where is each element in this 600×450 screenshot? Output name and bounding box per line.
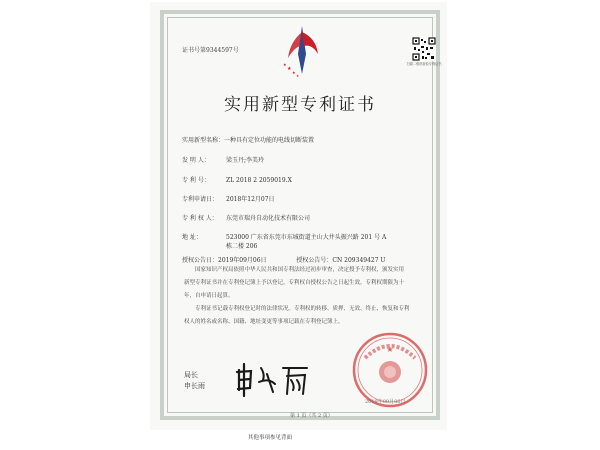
signatory-name-label: 申长雨: [184, 382, 205, 390]
field-application-date: [182, 194, 275, 203]
patent-office-logo-icon: [282, 24, 322, 78]
field-label: 专 利 权 人：: [182, 215, 218, 222]
legal-paragraph-2: [184, 303, 429, 329]
field-label: 发 明 人：: [182, 157, 210, 164]
signatory-label: 局长: [184, 371, 198, 379]
paragraph-line: 年，自申请日起算。: [184, 293, 234, 299]
field-value: 523000 广东省东莞市东城街道主山大井头振兴路 201 号 A: [226, 234, 387, 241]
field-address: [182, 232, 386, 241]
paragraph-line: 专利证书记载专利权登记时的法律状况。专利权的转移、质押、无效、终止、恢复和专利: [195, 306, 410, 312]
legal-paragraph-1: [184, 264, 429, 303]
field-label: 专 利 号：: [182, 177, 210, 184]
field-patent-number: [182, 175, 292, 184]
field-patentee: [182, 213, 310, 222]
field-value: 东莞市瑞舟自动化技术有限公司: [226, 215, 311, 222]
field-label: 地 址：: [182, 234, 202, 241]
field-value: 一种具有定位功能的电线切断装置: [224, 137, 315, 144]
qr-caption: 扫描二维码查验专利证书: [406, 62, 442, 66]
qr-code-icon: [412, 37, 436, 61]
svg-text:★: ★: [287, 66, 292, 72]
grant-date-value: 2019年09月06日: [218, 257, 267, 264]
paragraph-line: 新型专利证书并在专利登记簿上予以登记。专利权自授权公告之日起生效。专利权期限为十: [184, 280, 405, 286]
field-inventor: [182, 155, 264, 164]
field-label: 实用新型名称：: [182, 137, 225, 144]
svg-text:★: ★: [296, 74, 300, 78]
paragraph-line: 国家知识产权局依照中华人民共和国专利法经过初步审查，决定授予专利权，颁发实用: [195, 267, 405, 273]
seal-date: 2019年09月06日: [365, 399, 406, 405]
field-address-cont: [182, 241, 257, 250]
svg-text:★: ★: [283, 62, 287, 67]
field-utility-model-name: [182, 135, 314, 144]
handwritten-signature: [233, 360, 311, 400]
certificate-number: 证书号第9344597号: [182, 47, 239, 54]
field-label: 专利申请日：: [182, 196, 219, 203]
field-value: 梁玉丹;李美玲: [226, 157, 265, 164]
grant-date-label: 授权公告日：: [182, 257, 219, 264]
paragraph-line: 权人的姓名或名称、国籍、地址变更等事项记载在专利登记簿上。: [184, 319, 344, 325]
svg-text:★: ★: [292, 70, 296, 75]
footer-note: 其他事项参见背面: [248, 435, 293, 441]
field-value: 2018年12月07日: [226, 196, 275, 203]
field-value: 栋二楼 206: [226, 243, 258, 250]
svg-text:★: ★: [386, 345, 394, 354]
grant-info-row: [182, 255, 386, 264]
page-number: 第 1 页（共 2 页）: [290, 413, 333, 419]
field-value: ZL 2018 2 2059019.X: [226, 177, 292, 184]
grant-number-value: CN 209349427 U: [332, 257, 386, 264]
certificate-title: 实用新型专利证书: [224, 95, 376, 115]
grant-number-label: 授权公告号：: [296, 257, 333, 264]
